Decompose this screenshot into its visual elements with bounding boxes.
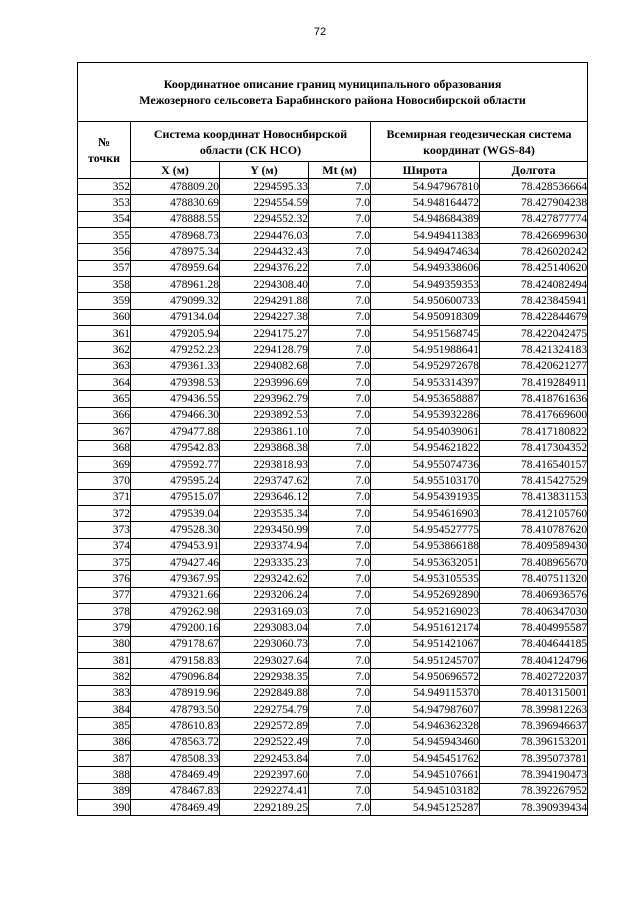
latitude-cell: 54.951988641	[371, 342, 480, 358]
mt-cell: 7.0	[309, 309, 371, 325]
x-cell: 479542.83	[131, 440, 220, 456]
point-number-cell: 374	[78, 538, 131, 554]
latitude-cell: 54.950600733	[371, 293, 480, 309]
mt-cell: 7.0	[309, 734, 371, 750]
table-row	[78, 391, 588, 407]
point-number-cell: 388	[78, 767, 131, 783]
latitude-cell: 54.945103182	[371, 783, 480, 799]
mt-cell: 7.0	[309, 456, 371, 472]
mt-cell: 7.0	[309, 440, 371, 456]
longitude-cell: 78.423845941	[480, 293, 588, 309]
y-cell: 2294128.79	[220, 342, 309, 358]
mt-cell: 7.0	[309, 277, 371, 293]
table-row	[78, 522, 588, 538]
mt-cell: 7.0	[309, 636, 371, 652]
table-row	[78, 685, 588, 701]
table-row	[78, 473, 588, 489]
table-row	[78, 702, 588, 718]
point-number-cell: 377	[78, 587, 131, 603]
point-number-cell: 383	[78, 685, 131, 701]
table-row	[78, 554, 588, 570]
longitude-cell: 78.418761636	[480, 391, 588, 407]
table-row	[78, 620, 588, 636]
x-cell: 479595.24	[131, 473, 220, 489]
y-cell: 2294308.40	[220, 277, 309, 293]
longitude-cell: 78.427877774	[480, 211, 588, 227]
latitude-cell: 54.948684389	[371, 211, 480, 227]
point-number-cell: 376	[78, 571, 131, 587]
longitude-cell: 78.428536664	[480, 179, 588, 195]
latitude-cell: 54.951245707	[371, 652, 480, 668]
mt-cell: 7.0	[309, 179, 371, 195]
y-cell: 2294175.27	[220, 326, 309, 342]
latitude-cell: 54.955103170	[371, 473, 480, 489]
table-row	[78, 424, 588, 440]
latitude-cell: 54.952169023	[371, 603, 480, 619]
longitude-cell: 78.420621277	[480, 358, 588, 374]
longitude-cell: 78.424082494	[480, 277, 588, 293]
latitude-cell: 54.949115370	[371, 685, 480, 701]
mt-cell: 7.0	[309, 244, 371, 260]
point-number-cell: 389	[78, 783, 131, 799]
latitude-cell: 54.945125287	[371, 800, 480, 816]
longitude-cell: 78.422042475	[480, 326, 588, 342]
x-cell: 478919.96	[131, 685, 220, 701]
latitude-cell: 54.949338606	[371, 260, 480, 276]
mt-cell: 7.0	[309, 407, 371, 423]
x-cell: 479427.46	[131, 554, 220, 570]
y-cell: 2294595.33	[220, 179, 309, 195]
x-cell: 478793.50	[131, 702, 220, 718]
longitude-cell: 78.410787620	[480, 522, 588, 538]
mt-cell: 7.0	[309, 424, 371, 440]
table-row	[78, 718, 588, 734]
y-cell: 2294291.88	[220, 293, 309, 309]
y-cell: 2293818.93	[220, 456, 309, 472]
latitude-cell: 54.952692890	[371, 587, 480, 603]
y-cell: 2293747.62	[220, 473, 309, 489]
point-number-cell: 353	[78, 195, 131, 211]
table-row	[78, 571, 588, 587]
x-cell: 478467.83	[131, 783, 220, 799]
x-cell: 479158.83	[131, 652, 220, 668]
x-cell: 478975.34	[131, 244, 220, 260]
longitude-cell: 78.413831153	[480, 489, 588, 505]
x-cell: 478968.73	[131, 228, 220, 244]
y-cell: 2293861.10	[220, 424, 309, 440]
y-cell: 2292849.88	[220, 685, 309, 701]
mt-cell: 7.0	[309, 652, 371, 668]
header-longitude: Долгота	[480, 162, 588, 179]
y-cell: 2292453.84	[220, 751, 309, 767]
y-cell: 2294376.22	[220, 260, 309, 276]
longitude-cell: 78.406347030	[480, 603, 588, 619]
longitude-cell: 78.390939434	[480, 800, 588, 816]
mt-cell: 7.0	[309, 718, 371, 734]
y-cell: 2292938.35	[220, 669, 309, 685]
longitude-cell: 78.406936576	[480, 587, 588, 603]
latitude-cell: 54.951612174	[371, 620, 480, 636]
y-cell: 2292754.79	[220, 702, 309, 718]
latitude-cell: 54.945943460	[371, 734, 480, 750]
longitude-cell: 78.427904238	[480, 195, 588, 211]
x-cell: 478959.64	[131, 260, 220, 276]
longitude-cell: 78.402722037	[480, 669, 588, 685]
x-cell: 479361.33	[131, 358, 220, 374]
longitude-cell: 78.421324183	[480, 342, 588, 358]
table-row	[78, 636, 588, 652]
latitude-cell: 54.953105535	[371, 571, 480, 587]
latitude-cell: 54.950696572	[371, 669, 480, 685]
point-number-cell: 367	[78, 424, 131, 440]
y-cell: 2293892.53	[220, 407, 309, 423]
header-latitude: Широта	[371, 162, 480, 179]
mt-cell: 7.0	[309, 489, 371, 505]
mt-cell: 7.0	[309, 620, 371, 636]
x-cell: 479466.30	[131, 407, 220, 423]
table-row	[78, 228, 588, 244]
latitude-cell: 54.947987607	[371, 702, 480, 718]
latitude-cell: 54.946362328	[371, 718, 480, 734]
latitude-cell: 54.951421067	[371, 636, 480, 652]
x-cell: 479528.30	[131, 522, 220, 538]
longitude-cell: 78.404995587	[480, 620, 588, 636]
x-cell: 479096.84	[131, 669, 220, 685]
point-number-cell: 387	[78, 751, 131, 767]
mt-cell: 7.0	[309, 751, 371, 767]
table-row	[78, 587, 588, 603]
longitude-cell: 78.394190473	[480, 767, 588, 783]
mt-cell: 7.0	[309, 685, 371, 701]
latitude-cell: 54.945451762	[371, 751, 480, 767]
table-row	[78, 456, 588, 472]
table-row	[78, 603, 588, 619]
latitude-cell: 54.953932286	[371, 407, 480, 423]
y-cell: 2293450.99	[220, 522, 309, 538]
point-number-cell: 363	[78, 358, 131, 374]
y-cell: 2293374.94	[220, 538, 309, 554]
table-row	[78, 669, 588, 685]
table-row	[78, 767, 588, 783]
table-row	[78, 179, 588, 195]
mt-cell: 7.0	[309, 293, 371, 309]
point-number-cell: 356	[78, 244, 131, 260]
y-cell: 2292274.41	[220, 783, 309, 799]
x-cell: 479477.88	[131, 424, 220, 440]
table-row	[78, 375, 588, 391]
table-row	[78, 407, 588, 423]
y-cell: 2293083.04	[220, 620, 309, 636]
table-row	[78, 783, 588, 799]
y-cell: 2293868.38	[220, 440, 309, 456]
mt-cell: 7.0	[309, 538, 371, 554]
table-title-line1: Координатное описание границ муниципального образования	[163, 77, 502, 91]
longitude-cell: 78.415427529	[480, 473, 588, 489]
latitude-cell: 54.953658887	[371, 391, 480, 407]
table-row	[78, 277, 588, 293]
y-cell: 2292522.49	[220, 734, 309, 750]
y-cell: 2293646.12	[220, 489, 309, 505]
y-cell: 2292189.25	[220, 800, 309, 816]
mt-cell: 7.0	[309, 391, 371, 407]
point-number-cell: 352	[78, 179, 131, 195]
header-point-number: № точки	[78, 122, 131, 179]
page-number: 72	[313, 26, 327, 38]
mt-cell: 7.0	[309, 342, 371, 358]
latitude-cell: 54.949359353	[371, 277, 480, 293]
y-cell: 2293169.03	[220, 603, 309, 619]
table-title	[78, 63, 588, 122]
mt-cell: 7.0	[309, 505, 371, 521]
longitude-cell: 78.396153201	[480, 734, 588, 750]
latitude-cell: 54.951568745	[371, 326, 480, 342]
latitude-cell: 54.954039061	[371, 424, 480, 440]
point-number-cell: 370	[78, 473, 131, 489]
longitude-cell: 78.425140620	[480, 260, 588, 276]
x-cell: 479262.98	[131, 603, 220, 619]
mt-cell: 7.0	[309, 211, 371, 227]
longitude-cell: 78.412105760	[480, 505, 588, 521]
point-number-cell: 359	[78, 293, 131, 309]
point-number-cell: 357	[78, 260, 131, 276]
longitude-cell: 78.401315001	[480, 685, 588, 701]
y-cell: 2294227.38	[220, 309, 309, 325]
y-cell: 2293535.34	[220, 505, 309, 521]
y-cell: 2293242.62	[220, 571, 309, 587]
table-row	[78, 489, 588, 505]
y-cell: 2294552.32	[220, 211, 309, 227]
longitude-cell: 78.399812263	[480, 702, 588, 718]
point-number-cell: 372	[78, 505, 131, 521]
longitude-cell: 78.417304352	[480, 440, 588, 456]
table-row	[78, 260, 588, 276]
table-row	[78, 800, 588, 816]
header-x: X (м)	[131, 162, 220, 179]
mt-cell: 7.0	[309, 571, 371, 587]
y-cell: 2294476.03	[220, 228, 309, 244]
header-y: Y (м)	[220, 162, 309, 179]
y-cell: 2294432.43	[220, 244, 309, 260]
table-row	[78, 244, 588, 260]
mt-cell: 7.0	[309, 228, 371, 244]
point-number-cell: 380	[78, 636, 131, 652]
point-number-cell: 360	[78, 309, 131, 325]
x-cell: 479398.53	[131, 375, 220, 391]
longitude-cell: 78.407511320	[480, 571, 588, 587]
longitude-cell: 78.416540157	[480, 456, 588, 472]
coordinates-table-body	[78, 179, 588, 816]
table-row	[78, 440, 588, 456]
y-cell: 2293060.73	[220, 636, 309, 652]
mt-cell: 7.0	[309, 195, 371, 211]
longitude-cell: 78.408965670	[480, 554, 588, 570]
x-cell: 479200.16	[131, 620, 220, 636]
x-cell: 479178.67	[131, 636, 220, 652]
x-cell: 478610.83	[131, 718, 220, 734]
x-cell: 479453.91	[131, 538, 220, 554]
mt-cell: 7.0	[309, 522, 371, 538]
table-row	[78, 358, 588, 374]
table-row	[78, 211, 588, 227]
table-row	[78, 309, 588, 325]
latitude-cell: 54.954616903	[371, 505, 480, 521]
mt-cell: 7.0	[309, 783, 371, 799]
table-row	[78, 751, 588, 767]
latitude-cell: 54.955074736	[371, 456, 480, 472]
x-cell: 478961.28	[131, 277, 220, 293]
header-mt: Mt (м)	[309, 162, 371, 179]
point-number-cell: 371	[78, 489, 131, 505]
y-cell: 2293335.23	[220, 554, 309, 570]
latitude-cell: 54.947967810	[371, 179, 480, 195]
y-cell: 2292572.89	[220, 718, 309, 734]
point-number-cell: 381	[78, 652, 131, 668]
x-cell: 479134.04	[131, 309, 220, 325]
x-cell: 478830.69	[131, 195, 220, 211]
table-row	[78, 195, 588, 211]
x-cell: 479539.04	[131, 505, 220, 521]
coordinates-table	[77, 62, 588, 816]
y-cell: 2293027.64	[220, 652, 309, 668]
longitude-cell: 78.417180822	[480, 424, 588, 440]
latitude-cell: 54.952972678	[371, 358, 480, 374]
x-cell: 478888.55	[131, 211, 220, 227]
longitude-cell: 78.395073781	[480, 751, 588, 767]
latitude-cell: 54.953866188	[371, 538, 480, 554]
longitude-cell: 78.404124796	[480, 652, 588, 668]
table-row	[78, 505, 588, 521]
point-number-cell: 361	[78, 326, 131, 342]
y-cell: 2292397.60	[220, 767, 309, 783]
x-cell: 479592.77	[131, 456, 220, 472]
x-cell: 479436.55	[131, 391, 220, 407]
point-number-cell: 366	[78, 407, 131, 423]
mt-cell: 7.0	[309, 702, 371, 718]
latitude-cell: 54.948164472	[371, 195, 480, 211]
mt-cell: 7.0	[309, 358, 371, 374]
longitude-cell: 78.419284911	[480, 375, 588, 391]
table-row	[78, 734, 588, 750]
y-cell: 2293996.69	[220, 375, 309, 391]
latitude-cell: 54.945107661	[371, 767, 480, 783]
x-cell: 479515.07	[131, 489, 220, 505]
mt-cell: 7.0	[309, 669, 371, 685]
latitude-cell: 54.949411383	[371, 228, 480, 244]
point-number-cell: 354	[78, 211, 131, 227]
point-number-cell: 362	[78, 342, 131, 358]
table-row	[78, 652, 588, 668]
longitude-cell: 78.417669600	[480, 407, 588, 423]
point-number-cell: 369	[78, 456, 131, 472]
y-cell: 2293962.79	[220, 391, 309, 407]
table-row	[78, 326, 588, 342]
latitude-cell: 54.950918309	[371, 309, 480, 325]
point-number-cell: 365	[78, 391, 131, 407]
mt-cell: 7.0	[309, 326, 371, 342]
x-cell: 479321.66	[131, 587, 220, 603]
x-cell: 478508.33	[131, 751, 220, 767]
point-number-cell: 355	[78, 228, 131, 244]
point-number-cell: 373	[78, 522, 131, 538]
point-number-cell: 390	[78, 800, 131, 816]
mt-cell: 7.0	[309, 473, 371, 489]
longitude-cell: 78.426020242	[480, 244, 588, 260]
header-wgs-system: Всемирная геодезическая система координат (WGS-84)	[371, 122, 588, 162]
mt-cell: 7.0	[309, 375, 371, 391]
table-row	[78, 342, 588, 358]
x-cell: 478469.49	[131, 800, 220, 816]
y-cell: 2293206.24	[220, 587, 309, 603]
mt-cell: 7.0	[309, 603, 371, 619]
longitude-cell: 78.392267952	[480, 783, 588, 799]
table-row	[78, 293, 588, 309]
header-nso-system: Система координат Новосибирской области (СК НСО)	[131, 122, 371, 162]
point-number-cell: 375	[78, 554, 131, 570]
point-number-cell: 364	[78, 375, 131, 391]
mt-cell: 7.0	[309, 587, 371, 603]
point-number-cell: 368	[78, 440, 131, 456]
latitude-cell: 54.949474634	[371, 244, 480, 260]
y-cell: 2294554.59	[220, 195, 309, 211]
mt-cell: 7.0	[309, 260, 371, 276]
longitude-cell: 78.426699630	[480, 228, 588, 244]
latitude-cell: 54.953632051	[371, 554, 480, 570]
point-number-cell: 382	[78, 669, 131, 685]
latitude-cell: 54.954527775	[371, 522, 480, 538]
x-cell: 478469.49	[131, 767, 220, 783]
point-number-cell: 386	[78, 734, 131, 750]
x-cell: 479205.94	[131, 326, 220, 342]
point-number-cell: 379	[78, 620, 131, 636]
mt-cell: 7.0	[309, 767, 371, 783]
latitude-cell: 54.953314397	[371, 375, 480, 391]
longitude-cell: 78.396946637	[480, 718, 588, 734]
x-cell: 479252.23	[131, 342, 220, 358]
point-number-cell: 358	[78, 277, 131, 293]
table-title-line2: Межозерного сельсовета Барабинского района Новосибирской области	[139, 93, 526, 107]
longitude-cell: 78.409589430	[480, 538, 588, 554]
latitude-cell: 54.954621822	[371, 440, 480, 456]
x-cell: 479367.95	[131, 571, 220, 587]
mt-cell: 7.0	[309, 800, 371, 816]
table-row	[78, 538, 588, 554]
x-cell: 478563.72	[131, 734, 220, 750]
y-cell: 2294082.68	[220, 358, 309, 374]
latitude-cell: 54.954391935	[371, 489, 480, 505]
x-cell: 478809.20	[131, 179, 220, 195]
longitude-cell: 78.404644185	[480, 636, 588, 652]
point-number-cell: 384	[78, 702, 131, 718]
mt-cell: 7.0	[309, 554, 371, 570]
point-number-cell: 385	[78, 718, 131, 734]
point-number-cell: 378	[78, 603, 131, 619]
longitude-cell: 78.422844679	[480, 309, 588, 325]
x-cell: 479099.32	[131, 293, 220, 309]
